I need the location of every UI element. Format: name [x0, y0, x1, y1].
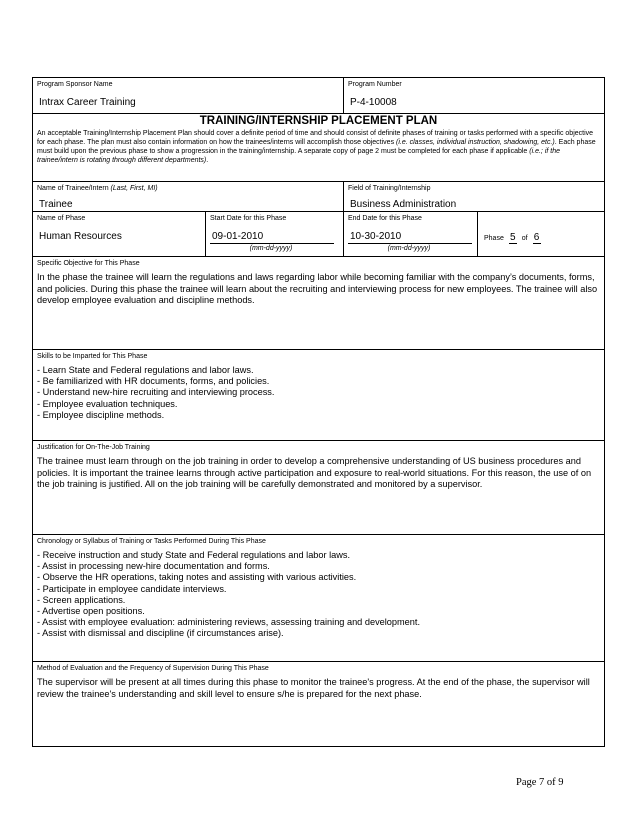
phase-total-field[interactable]: 6: [533, 232, 540, 243]
evaluation-row: [33, 662, 604, 746]
justification-label: Justification for On-The-Job Training: [37, 444, 150, 451]
list-item: - Observe the HR operations, taking notes and assisting with various activities.: [37, 572, 357, 583]
intro-text: An acceptable Training/Internship Placement Plan should cover a definite period of time and should consist of definite phases of training or tasks performed with a specific objective for each phase. The plan must also contain information on how the trainees/interns will accomplish those objectives (i.e. classes, individual instruction, shadowing, etc.). Each phase must build upon the previous phase to show a progression in the training/internship. A separate copy of page 2 must be completed for each phase if applicable (i.e.; if the trainee/intern is rotating through different departments).: [37, 130, 596, 164]
trainee-row: [33, 182, 604, 212]
justification-cell: [33, 441, 604, 534]
chronology-list[interactable]: [37, 550, 600, 640]
justification-text[interactable]: The trainee must learn through on the job training in order to develop a comprehensive understanding of US business procedures and policies. It is important the trainee learns through active participation and exposure to real-world situations. For this reason, the use of on the job training is justified. All on the job training will be carefully demonstrated and monitored by a supervisor.: [37, 456, 592, 489]
list-item: - Assist with dismissal and discipline (if circumstances arise).: [37, 628, 284, 639]
field-value[interactable]: Business Administration: [350, 199, 457, 210]
objective-label: Specific Objective for This Phase: [37, 260, 140, 267]
list-item: - Employee evaluation techniques.: [37, 398, 178, 409]
list-item: - Learn State and Federal regulations and labor laws.: [37, 365, 254, 375]
start-date-cell: [206, 212, 344, 256]
field-cell: [344, 182, 604, 211]
phase-name-field[interactable]: Human Resources: [39, 231, 122, 242]
skills-label: Skills to be Imparted for This Phase: [37, 353, 148, 360]
list-item: - Be familiarized with HR documents, forms, and policies.: [37, 376, 270, 387]
objective-cell: [33, 257, 604, 349]
justification-row: [33, 441, 604, 535]
trainee-name-label: Name of Trainee/Intern (Last, First, MI): [37, 185, 158, 192]
start-date-field[interactable]: 09-01-2010: [210, 231, 334, 244]
evaluation-text[interactable]: The supervisor will be present at all times during this phase to monitor the trainee's progress. At the end of the phase, the supervisor will review the trainee's understanding and skill level to ensure s/he is prepared for the next phase.: [37, 677, 590, 699]
page-number: Page 7 of 9: [516, 777, 564, 788]
chronology-row: [33, 535, 604, 662]
evaluation-label: Method of Evaluation and the Frequency of Supervision During This Phase: [37, 665, 269, 672]
placement-plan-form: [32, 77, 605, 747]
skills-cell: [33, 350, 604, 440]
chronology-label: Chronology or Syllabus of Training or Tasks Performed During This Phase: [37, 538, 266, 545]
list-item: - Understand new-hire recruiting and interviewing process.: [37, 387, 275, 398]
list-item: - Participate in employee candidate interviews.: [37, 583, 227, 594]
phase-name-label: Name of Phase: [37, 215, 86, 222]
list-item: - Assist with employee evaluation: administering reviews, assessing training and development.: [37, 617, 421, 628]
page-title: TRAINING/INTERNSHIP PLACEMENT PLAN: [199, 115, 438, 127]
phase-name-cell: [33, 212, 206, 256]
phase-row: [33, 212, 604, 257]
phase-count: Phase 5 of 6: [484, 232, 540, 243]
title-cell: [33, 114, 604, 181]
objective-text[interactable]: In the phase the trainee will learn the regulations and laws regarding labor while becoming familiar with the company’s documents, forms, and policies. During this phase the trainee will learn about the recruiting and interviewing process for new employees. The trainee will also develop employee evaluation and discipline methods.: [37, 272, 598, 305]
skills-row: [33, 350, 604, 441]
sponsor-label: Program Sponsor Name: [37, 81, 113, 88]
list-item: - Advertise open positions.: [37, 606, 145, 617]
program-number-cell: [344, 78, 604, 113]
phase-number-field[interactable]: 5: [510, 232, 516, 243]
end-date-field[interactable]: 10-30-2010: [348, 231, 472, 244]
program-row: [33, 78, 604, 114]
end-date-label: End Date for this Phase: [348, 215, 422, 222]
evaluation-cell: [33, 662, 604, 746]
list-item: - Assist in processing new-hire documentation and forms.: [37, 561, 270, 572]
field-label: Field of Training/Internship: [348, 185, 431, 192]
trainee-name-cell: [33, 182, 344, 211]
list-item: - Receive instruction and study State and Federal regulations and labor laws.: [37, 550, 351, 560]
start-date-label: Start Date for this Phase: [210, 215, 287, 222]
title-row: [33, 114, 604, 182]
sponsor-cell: [33, 78, 344, 113]
list-item: - Screen applications.: [37, 594, 126, 605]
phase-count-cell: [478, 212, 604, 256]
program-number-label: Program Number: [348, 81, 402, 88]
sponsor-field[interactable]: Intrax Career Training: [39, 97, 136, 108]
start-date-hint: (mm-dd-yyyy): [249, 245, 293, 252]
end-date-hint: (mm-dd-yyyy): [387, 245, 431, 252]
objective-row: [33, 257, 604, 350]
program-number-field[interactable]: P-4-10008: [350, 97, 397, 108]
list-item: - Employee discipline methods.: [37, 409, 165, 420]
skills-list[interactable]: [37, 365, 600, 421]
trainee-name-field[interactable]: Trainee: [39, 199, 73, 210]
end-date-cell: [344, 212, 478, 256]
chronology-cell: [33, 535, 604, 661]
